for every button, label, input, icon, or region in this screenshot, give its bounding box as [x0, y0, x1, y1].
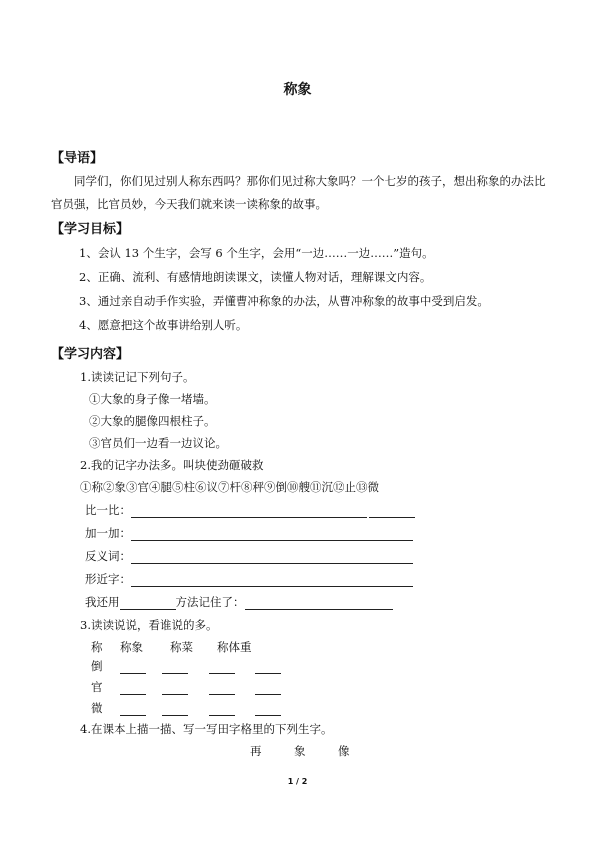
goals-heading: 【学习目标】	[51, 222, 130, 237]
q3-char: 倒	[91, 659, 103, 673]
answer-blank[interactable]	[120, 684, 146, 695]
q2-row-label: 反义词：	[85, 549, 131, 563]
answer-blank[interactable]	[209, 663, 235, 674]
answer-blank[interactable]	[120, 599, 176, 610]
q2-prompt: 2.我的记字办法多。叫块使劲砸破救	[80, 458, 264, 472]
answer-blank[interactable]	[369, 507, 415, 518]
goal-item: 1、会认 13 个生字，会写 6 个生字，会用“一边……一边……”造句。	[79, 246, 434, 260]
intro-text: 同学们，你们见过别人称东西吗？那你们见过称大象吗？一个七岁的孩子，想出称象的办法比官员强，比官员妙，今天我们就来读一读称象的故事。	[51, 174, 546, 211]
answer-blank[interactable]	[255, 684, 281, 695]
answer-blank[interactable]	[131, 507, 189, 518]
q2-row-also	[85, 594, 393, 610]
answer-blank[interactable]	[245, 599, 393, 610]
q3-example-word: 称菜	[170, 640, 193, 654]
answer-blank[interactable]	[131, 576, 413, 587]
q2-also-suffix: 方法记住了：	[175, 595, 245, 609]
q2-row-label: 形近字：	[85, 572, 131, 586]
answer-blank[interactable]	[162, 705, 188, 716]
goal-item: 3、通过亲自动手作实验，弄懂曹冲称象的办法，从曹冲称象的故事中受到启发。	[79, 294, 489, 308]
q2-row-add	[85, 525, 413, 541]
q3-example-word: 称象	[120, 640, 143, 654]
answer-blank[interactable]	[255, 705, 281, 716]
goal-item: 2、正确、流利、有感情地朗读课文，读懂人物对话，理解课文内容。	[79, 270, 432, 284]
answer-blank[interactable]	[162, 684, 188, 695]
q2-also-prefix: 我还用	[85, 595, 120, 609]
q1-sentence: ③官员们一边看一边议论。	[89, 436, 227, 450]
q4-prompt: 4.在课本上描一描、写一写田字格里的下列生字。	[80, 722, 333, 736]
intro-heading: 【导语】	[51, 151, 104, 166]
answer-blank[interactable]	[227, 553, 413, 564]
q3-prompt: 3.读读说说，看谁说的多。	[80, 618, 218, 632]
q3-example-word: 称体重	[217, 640, 252, 654]
q3-example-char: 称	[91, 640, 103, 654]
q3-example-row	[91, 639, 252, 655]
q1-sentence: ②大象的腿像四根柱子。	[89, 414, 216, 428]
answer-blank[interactable]	[131, 553, 227, 564]
answer-blank[interactable]	[120, 705, 146, 716]
answer-blank[interactable]	[227, 530, 413, 541]
page-title: 称象	[283, 82, 312, 98]
answer-blank[interactable]	[120, 663, 146, 674]
q3-char: 官	[91, 680, 103, 694]
q4-char: 象	[294, 744, 306, 758]
q4-chars	[250, 743, 382, 759]
answer-blank[interactable]	[209, 684, 235, 695]
answer-blank[interactable]	[131, 530, 227, 541]
content-heading: 【学习内容】	[51, 347, 130, 362]
q2-row-compare	[85, 502, 415, 518]
answer-blank[interactable]	[162, 663, 188, 674]
goal-item: 4、愿意把这个故事讲给别人听。	[79, 318, 248, 332]
q1-sentence: ①大象的身子像一堵墙。	[89, 392, 216, 406]
answer-blank[interactable]	[189, 507, 367, 518]
q4-char: 再	[250, 744, 262, 758]
q2-row-similar	[85, 571, 413, 587]
q1-prompt: 1.读读记记下列句子。	[80, 370, 195, 384]
answer-blank[interactable]	[209, 705, 235, 716]
q4-char: 像	[338, 744, 350, 758]
answer-blank[interactable]	[255, 663, 281, 674]
q3-row	[91, 658, 281, 674]
q3-row	[91, 700, 281, 716]
page-number: 1 / 2	[287, 777, 308, 786]
q2-row-label: 加一加：	[85, 526, 131, 540]
q2-row-label: 比一比：	[85, 503, 131, 517]
q3-row	[91, 679, 281, 695]
q2-chars: ①称②象③官④腿⑤柱⑥议⑦杆⑧秤⑨倒⑩艘⑪沉⑫止⑬微	[80, 480, 379, 494]
q3-char: 微	[91, 701, 103, 715]
q2-row-antonym	[85, 548, 413, 564]
